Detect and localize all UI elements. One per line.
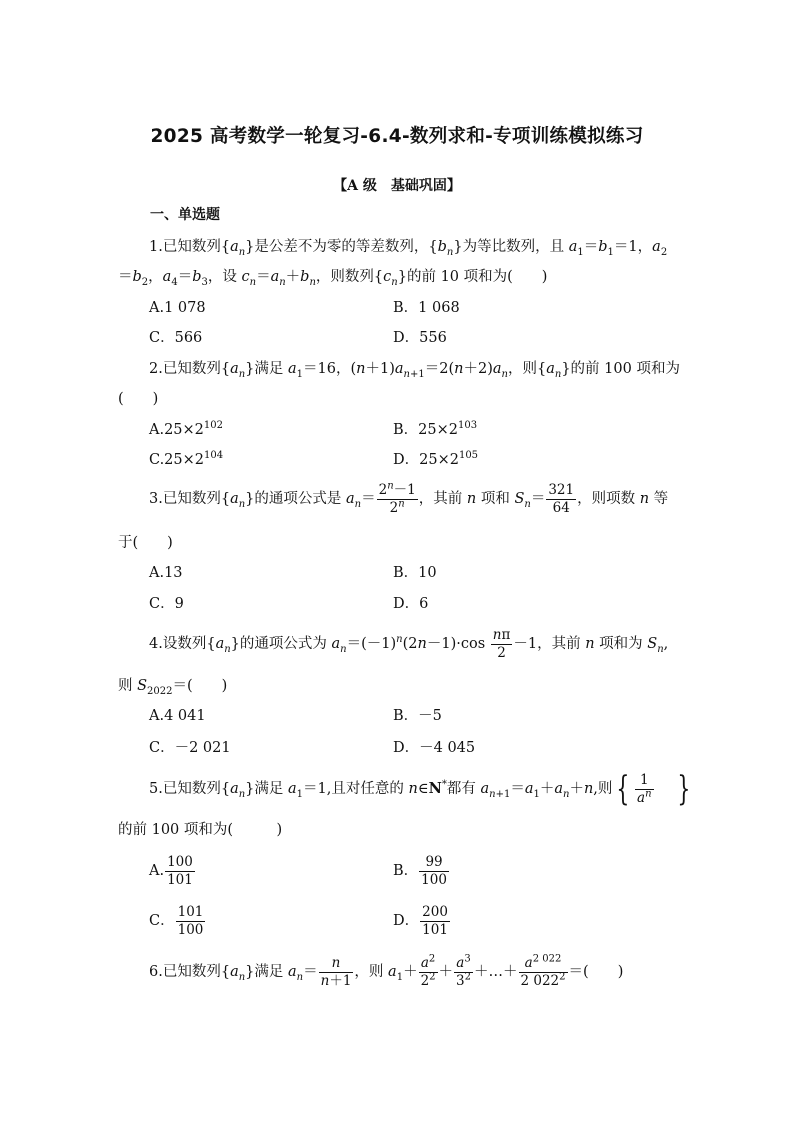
- q2-option-c: $C.25\times 2^{104}$: [149, 450, 224, 468]
- q6-fraction-an: $\frac{n}{n+1}$: [320, 954, 352, 989]
- section-heading: 一、单选题: [150, 207, 220, 223]
- q2-line1: 2.已知数列$\{a_n\}$满足 $a_1=16$，$(n+1)a_{n+1}=2(n+2)a_n$，则$\{a_n\}$的前 100 项和为: [149, 361, 680, 380]
- q2-option-d: D．$25\times 2^{105}$: [393, 450, 479, 468]
- q4-option-a: A.4 041: [149, 708, 206, 724]
- q4-line2: 则 $S_{2022}=$( ): [118, 678, 228, 697]
- level-heading: 【A 级 基础巩固】: [333, 178, 461, 194]
- q4-option-c: C．－2 021: [149, 740, 231, 756]
- q3-option-c: C．9: [149, 596, 184, 612]
- q6-fraction-tn: $\frac{a^{2 022}}{2 022^2}$: [520, 953, 566, 989]
- q5-option-c: C． $\frac{101}{100}$: [149, 903, 204, 938]
- q3-option-d: D．6: [393, 596, 429, 612]
- q1-option-d: D．556: [393, 330, 447, 346]
- q1-option-a: A.1 078: [149, 300, 206, 316]
- q3-fraction-an: $\frac{2^n-1}{2^n}$: [378, 480, 416, 516]
- q4-option-b: B．－5: [393, 708, 442, 724]
- q4-option-d: D．－4 045: [393, 740, 476, 756]
- q3-line2: 于( ): [118, 535, 173, 551]
- q5-line1: 5.已知数列$\{a_n\}$满足 $a_1=1$,且对任意的 n∈N*都有 $a_{n+1}=a_1+a_n+n$,则 { $\frac{1}{a^n}$ }: [149, 769, 690, 809]
- q5-option-a: A. $\frac{100}{101}$: [149, 853, 193, 888]
- q1-line1: 1.已知数列$\{a_n\}$是公差不为零的等差数列，$\{b_n\}$为等比数列，且 $a_1=b_1=1$，$a_2$: [149, 239, 668, 258]
- q6-fraction-t2: $\frac{a^2}{2^2}$: [420, 953, 436, 989]
- q3-line1: 3.已知数列$\{a_n\}$的通项公式是 $a_n=$ $\frac{2^n-1}{2^n}$ ，其前 n 项和 $S_n=$ $\frac{321}{64}$ ，则项数 n 等: [149, 480, 669, 516]
- page-title: 2025 高考数学一轮复习-6.4-数列求和-专项训练模拟练习: [150, 126, 644, 147]
- q2-line2: ( ): [118, 391, 159, 407]
- q6-line1: 6.已知数列$\{a_n\}$满足 $a_n=$ $\frac{n}{n+1}$ ，则 $a_1+$ $\frac{a^2}{2^2}$ ＋ $\frac{a^3}{3^2}$ ＋…＋ $\frac{a^{2 022}}{2 022^2}$ ＝( ): [149, 953, 624, 989]
- q3-fraction-sn: $\frac{321}{64}$: [548, 481, 575, 516]
- q4-line1: 4.设数列$\{a_n\}$的通项公式为 $a_n=(-1)^n(2n-1)\cdot\cos$ $\frac{n\pi}{2}$ －1，其前 n 项和为 $S_n$,: [149, 626, 669, 661]
- q5-option-b: B． $\frac{99}{100}$: [393, 853, 447, 888]
- q3-option-a: A.13: [149, 565, 183, 581]
- q3-option-b: B．10: [393, 565, 437, 581]
- q2-option-a: $A.25\times 2^{102}$: [149, 420, 223, 438]
- q6-fraction-t3: $\frac{a^3}{3^2}$: [456, 953, 471, 989]
- q1-option-b: B．1 068: [393, 300, 460, 316]
- q4-fraction-cos: $\frac{n\pi}{2}$: [492, 626, 511, 661]
- q1-line2: $=b_2$，$a_4=b_3$，设 $c_n=a_n+b_n$，则数列$\{c_n\}$的前 10 项和为( ): [118, 269, 548, 288]
- q5-fraction-brace: $\frac{1}{a^n}$: [637, 771, 652, 806]
- q2-option-b: B．$25\times 2^{103}$: [393, 420, 478, 438]
- q5-option-d: D． $\frac{200}{101}$: [393, 903, 448, 938]
- q1-option-c: C．566: [149, 330, 203, 346]
- q5-line2: 的前 100 项和为( ): [118, 822, 283, 838]
